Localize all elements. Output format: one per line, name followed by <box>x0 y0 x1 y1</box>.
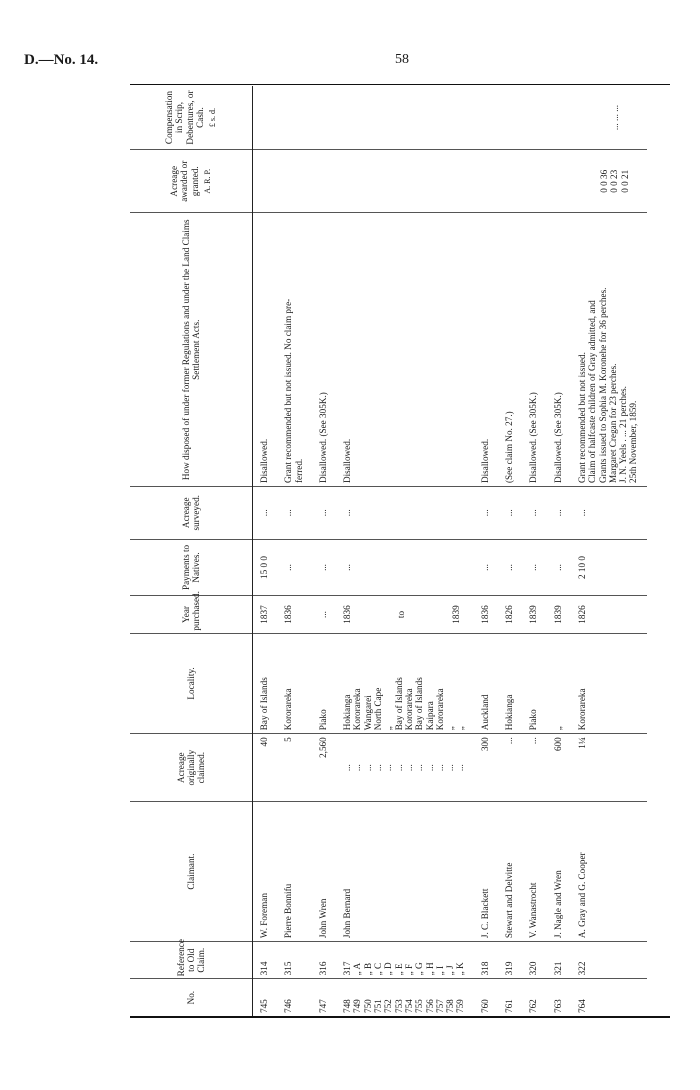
cell-disposed-line: Disallowed. (See 305K.) <box>528 392 539 483</box>
cell-claimant: Pierre Bonnifu <box>277 802 312 942</box>
cell-acreage-orig: 40 <box>253 734 278 802</box>
cell-year <box>336 596 474 633</box>
cell-disposed <box>277 213 312 487</box>
cell-claimant: A. Gray and G. Cooper <box>571 802 647 942</box>
cell-awarded <box>547 150 571 213</box>
header-payments: Payments to Natives. <box>130 539 253 596</box>
cell-surveyed: ... <box>474 487 498 540</box>
cell-locality: Piako <box>522 633 546 734</box>
cell-no: 763 <box>552 999 563 1013</box>
cell-compensation-gap <box>577 89 610 146</box>
cell-acreage-orig-line: ... <box>445 764 456 772</box>
cell-acreage-orig: 600 <box>547 734 571 802</box>
cell-awarded <box>336 150 474 213</box>
cell-ref: 321 <box>547 942 571 979</box>
header-acreage-orig: Acreage originally claimed. <box>130 734 253 802</box>
table-row <box>312 86 336 1016</box>
cell-year-gap <box>407 599 451 629</box>
cell-acreage-orig: 1¼ <box>571 734 647 802</box>
cell-awarded <box>312 150 336 213</box>
cell-compensation <box>253 86 278 150</box>
cell-no-sub: 751 <box>373 999 384 1013</box>
cell-locality-sub: „ <box>383 726 394 731</box>
table-row <box>522 86 546 1016</box>
cell-locality-sub: Kaipara <box>424 701 435 731</box>
cell-disposed <box>571 213 647 487</box>
cell-no-sub: 758 <box>445 999 456 1013</box>
cell-locality-sub: Kororareka <box>403 688 414 731</box>
cell-ref-sub: „ A <box>352 962 363 976</box>
cell-awarded <box>571 150 647 213</box>
cell-locality-sub: Kororareka <box>434 688 445 731</box>
cell-no-sub: 754 <box>403 999 414 1013</box>
cell-locality-sub: „ <box>445 726 456 731</box>
cell-no-sub: 756 <box>424 999 435 1013</box>
cell-ref-sub: „ B <box>362 962 373 976</box>
cell-no-sub: 759 <box>455 999 466 1013</box>
cell-compensation <box>312 86 336 150</box>
cell-disposed-line: Claim of halfcaste children of Gray admitted, and <box>587 300 598 483</box>
cell-compensation <box>474 86 498 150</box>
cell-payments: ... <box>336 539 474 596</box>
header-ref: Reference to Old Claim. <box>130 942 253 979</box>
cell-payments: ... <box>277 539 312 596</box>
ledger-region <box>130 86 670 1016</box>
cell-awarded <box>253 150 278 213</box>
header-claimant: Claimant. <box>130 802 253 942</box>
cell-disposed <box>253 213 278 487</box>
cell-awarded <box>277 150 312 213</box>
cell-disposed-line: Disallowed. <box>259 438 269 483</box>
cell-disposed-line: (See claim No. 27.) <box>504 411 515 483</box>
cell-year: 1826 <box>571 596 647 633</box>
cell-locality-sub: „ <box>455 726 466 731</box>
cell-ref <box>336 942 474 979</box>
cell-awarded <box>474 150 498 213</box>
cell-acreage-orig: ... <box>498 734 522 802</box>
cell-disposed-line: Grant recommended but not issued. <box>576 352 587 483</box>
cell-ref-sub: „ K <box>455 962 466 976</box>
cell-locality: Hokianga <box>498 633 522 734</box>
cell-surveyed: ... <box>498 487 522 540</box>
cell-locality: „ <box>547 633 571 734</box>
cell-ref: 318 <box>474 942 498 979</box>
header-compensation <box>130 86 253 150</box>
header-awarded <box>130 150 253 213</box>
cell-claimant: Stewart and Delvitte <box>498 802 522 942</box>
cell-ref-sub: „ H <box>424 962 435 976</box>
cell-ref-sub: „ F <box>403 963 414 976</box>
cell-no-first: 748 <box>342 999 353 1013</box>
cell-compensation <box>277 86 312 150</box>
cell-locality-sub: Kororareka <box>352 688 363 731</box>
table-left-rule <box>130 1016 670 1018</box>
cell-acreage-orig: 300 <box>474 734 498 802</box>
cell-disposed-line: Grants issued to Sophia M. Koronehe for 36 perches. <box>597 287 608 483</box>
claims-table <box>130 86 647 1016</box>
cell-disposed-line: Disallowed. (See 305K.) <box>552 392 563 483</box>
cell-year: 1836 <box>277 596 312 633</box>
header-locality: Locality. <box>130 633 253 734</box>
cell-year-to: to <box>396 610 407 619</box>
cell-disposed <box>474 213 498 487</box>
cell-no: 762 <box>528 999 539 1013</box>
header-awarded-units: A. R. P. <box>202 168 212 194</box>
cell-ref-sub: „ J <box>445 965 456 976</box>
cell-payments: 15 0 0 <box>253 539 278 596</box>
cell-year-start: 1836 <box>342 605 353 624</box>
cell-no-sub: 752 <box>383 999 394 1013</box>
cell-acreage-orig-line: ... <box>434 764 445 772</box>
cell-year: 1826 <box>498 596 522 633</box>
cell-payments: 2 10 0 <box>571 539 647 596</box>
header-compensation-units: £ s. d. <box>208 107 218 128</box>
header-no: No. <box>130 979 253 1016</box>
cell-year-end: 1839 <box>450 605 461 624</box>
cell-locality-sub: Bay of Islands <box>393 677 404 731</box>
cell-surveyed: ... <box>253 487 278 540</box>
table-row <box>474 86 498 1016</box>
cell-disposed <box>522 213 546 487</box>
cell-compensation <box>498 86 522 150</box>
cell-ref-sub: „ G <box>414 962 425 976</box>
rotated-ledger <box>130 86 670 1016</box>
cell-awarded-line: 0 0 21 <box>619 169 630 193</box>
cell-no-sub: 750 <box>362 999 373 1013</box>
cell-claimant: J. C. Blackett <box>474 802 498 942</box>
cell-ref: 314 <box>253 942 278 979</box>
table-right-rule <box>130 84 670 86</box>
cell-no: 746 <box>283 999 294 1013</box>
table-row <box>253 86 278 1016</box>
cell-locality-main: Hokianga <box>342 694 353 731</box>
cell-acreage-orig <box>336 734 474 802</box>
page-number: 58 <box>395 52 409 67</box>
cell-ref-sub: „ D <box>383 962 394 976</box>
cell-surveyed: ... <box>277 487 312 540</box>
cell-payments: ... <box>312 539 336 596</box>
cell-acreage-orig-line: ... <box>373 764 384 772</box>
cell-payments: ... <box>522 539 546 596</box>
cell-surveyed: ... <box>547 487 571 540</box>
cell-compensation <box>571 86 647 150</box>
cell-acreage-orig-line: ... <box>352 764 363 772</box>
cell-acreage-orig-line: ... <box>455 764 466 772</box>
cell-claimant: John Wren <box>312 802 336 942</box>
header-awarded-label: Acreage awarded or granted. <box>169 160 200 202</box>
cell-no-sub: 755 <box>414 999 425 1013</box>
cell-compensation <box>522 86 546 150</box>
cell-no-sub: 753 <box>393 999 404 1013</box>
cell-no: 761 <box>504 999 515 1013</box>
cell-no: 745 <box>259 999 269 1013</box>
cell-awarded <box>498 150 522 213</box>
cell-ref-main: 317 <box>342 961 353 976</box>
table-row <box>277 86 312 1016</box>
cell-ref: 316 <box>312 942 336 979</box>
cell-claimant: J. Nagle and Wren <box>547 802 571 942</box>
header-compensation-label: Compensation in Scrip, Debentures, or Cash. <box>163 90 205 145</box>
cell-disposed-line: Disallowed. <box>479 438 490 483</box>
cell-no: 760 <box>479 999 490 1013</box>
cell-claimant: V. Wanastrocht <box>522 802 546 942</box>
cell-locality: Bay of Islands <box>253 633 278 734</box>
table-body <box>253 86 647 1016</box>
cell-year: ... <box>312 596 336 633</box>
cell-disposed-line: Disallowed. <box>342 438 353 483</box>
cell-locality: Auckland <box>474 633 498 734</box>
cell-no <box>336 979 474 1016</box>
cell-disposed <box>312 213 336 487</box>
cell-no-sub: 757 <box>434 999 445 1013</box>
cell-compensation-value: ... ... ... <box>609 104 620 131</box>
cell-surveyed: ... <box>336 487 474 540</box>
cell-surveyed: ... <box>312 487 336 540</box>
cell-claimant: John Bernard <box>336 802 474 942</box>
cell-acreage-orig-line: ... <box>383 764 394 772</box>
cell-year: 1836 <box>474 596 498 633</box>
header-surveyed: Acreage surveyed. <box>130 487 253 540</box>
cell-surveyed: ... <box>571 487 647 540</box>
cell-claimant: W. Foreman <box>253 802 278 942</box>
table-row <box>336 86 474 1016</box>
table-header-row <box>130 86 253 1016</box>
cell-awarded-line: 0 0 23 <box>609 169 620 193</box>
cell-disposed <box>498 213 522 487</box>
cell-disposed-line: ferred. <box>293 458 304 483</box>
cell-ref: 320 <box>522 942 546 979</box>
cell-acreage-orig: 2,560 <box>312 734 336 802</box>
cell-payments: ... <box>474 539 498 596</box>
cell-locality: Kororareka <box>277 633 312 734</box>
cell-disposed-line: Margaret Cregan for 23 perches. <box>607 363 618 483</box>
cell-ref-sub: „ I <box>434 965 445 976</box>
cell-locality-sub: Wangarei <box>362 695 373 731</box>
cell-disposed-line: Disallowed. (See 305K.) <box>317 392 328 483</box>
cell-payments: ... <box>547 539 571 596</box>
cell-locality: Kororareka <box>571 633 647 734</box>
cell-awarded-gap <box>577 153 599 209</box>
table-row <box>498 86 522 1016</box>
cell-acreage-orig-line: ... <box>424 764 435 772</box>
header-year: Year purchased. <box>130 596 253 633</box>
cell-locality-sub: North Cape <box>373 687 384 731</box>
cell-disposed-line: Grant recommended but not issued. No claim pre- <box>283 298 294 483</box>
cell-disposed <box>336 213 474 487</box>
cell-acreage-orig-line: ... <box>362 764 373 772</box>
cell-compensation <box>547 86 571 150</box>
cell-ref-sub: „ C <box>373 962 384 976</box>
table-row <box>571 86 647 1016</box>
cell-no: 747 <box>317 999 328 1013</box>
cell-acreage-orig-line: ... <box>403 764 414 772</box>
cell-awarded <box>522 150 546 213</box>
cell-disposed-line: 25th November, 1859. <box>628 400 639 483</box>
cell-no-sub: 749 <box>352 999 363 1013</box>
cell-no: 764 <box>576 999 587 1013</box>
cell-locality: Piako <box>312 633 336 734</box>
cell-locality <box>336 633 474 734</box>
cell-year-gap <box>352 599 396 629</box>
series-heading: D.—No. 14. <box>24 52 99 68</box>
cell-acreage-orig-line: ... <box>393 764 404 772</box>
cell-year: 1839 <box>547 596 571 633</box>
cell-ref: 315 <box>277 942 312 979</box>
cell-acreage-orig-line: ... <box>414 764 425 772</box>
table-row <box>547 86 571 1016</box>
cell-locality-sub: Bay of Islands <box>414 677 425 731</box>
cell-acreage-orig: 5 <box>277 734 312 802</box>
cell-year: 1839 <box>522 596 546 633</box>
cell-payments: ... <box>498 539 522 596</box>
cell-ref: 322 <box>571 942 647 979</box>
cell-disposed <box>547 213 571 487</box>
cell-acreage-orig: ... <box>522 734 546 802</box>
cell-awarded-line: 0 0 36 <box>598 169 609 193</box>
cell-ref: 319 <box>498 942 522 979</box>
cell-year: 1837 <box>253 596 278 633</box>
cell-surveyed: ... <box>522 487 546 540</box>
cell-disposed-line: J. N. Yeels . ... 21 perches. <box>618 386 629 483</box>
header-disposed: How disposed of under former Regulations and under the Land Claims Settlement Acts. <box>130 213 253 487</box>
cell-compensation <box>336 86 474 150</box>
cell-ref-sub: „ E <box>393 963 404 976</box>
cell-acreage-orig-line: ... <box>342 764 353 772</box>
